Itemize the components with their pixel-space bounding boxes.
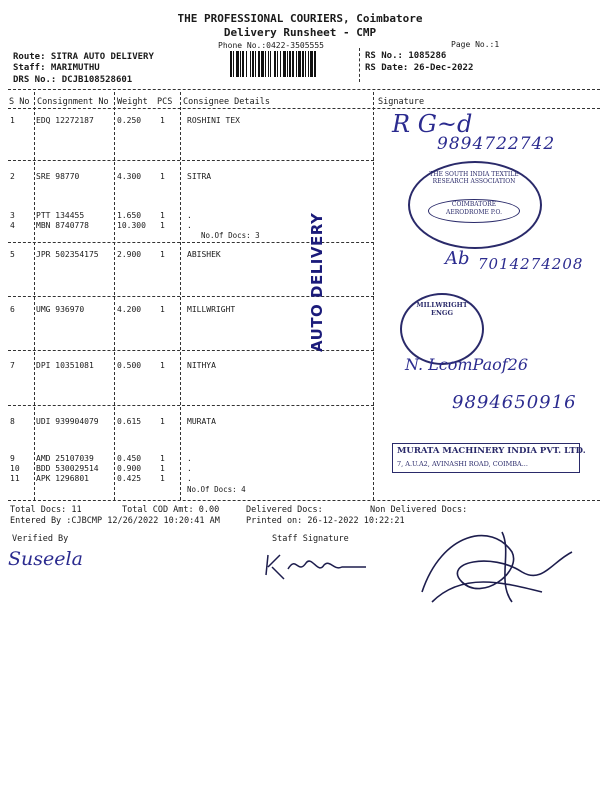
col-header-consignee: Consignee Details [183, 97, 270, 107]
delivered-docs: Delivered Docs: [246, 505, 323, 515]
row-consignee: ABISHEK [187, 250, 221, 259]
barcode-bar [233, 51, 234, 77]
drs-number: DRS No.: DCJB108528601 [13, 75, 133, 85]
row-consignee: . [187, 454, 192, 463]
col-header-consignment: Consignment No [37, 97, 109, 107]
signature-row5: Ab [445, 248, 470, 269]
barcode-bar [305, 51, 306, 77]
row-weight: 0.250 [117, 116, 142, 125]
barcode-bar [240, 51, 241, 77]
row-consignment-no: MBN 8740778 [36, 221, 89, 230]
row-sno: 10 [10, 464, 20, 473]
row-pcs: 1 [160, 464, 165, 473]
row-weight: 0.450 [117, 454, 142, 463]
barcode-bar [250, 51, 251, 77]
row-sno: 7 [10, 361, 15, 370]
total-cod-amount: Total COD Amt: 0.00 [122, 505, 220, 515]
barcode-bar [298, 51, 301, 77]
verified-by-label: Verified By [12, 534, 69, 544]
barcode-bar [242, 51, 244, 77]
barcode-bar [314, 51, 316, 77]
barcode-bar [268, 51, 269, 77]
barcode-bar [261, 51, 264, 77]
row-pcs: 1 [160, 474, 165, 483]
barcode-bar [292, 51, 294, 77]
page-number: Page No.:1 [451, 40, 500, 49]
row-consignment-no: SRE 98770 [36, 172, 80, 181]
printed-on: Printed on: 26-12-2022 10:22:21 [246, 516, 405, 526]
murata-stamp-name: MURATA MACHINERY INDIA PVT. LTD. [397, 446, 586, 456]
row-sno: 6 [10, 305, 15, 314]
barcode-bar [289, 51, 291, 77]
col-header-weight: Weight [117, 97, 148, 107]
company-name: THE PROFESSIONAL COURIERS, Coimbatore [177, 12, 423, 25]
row-weight: 1.650 [117, 211, 142, 220]
signature-row7: N. LcomPaof26 [405, 355, 529, 374]
row-consignee: ROSHINI TEX [187, 116, 240, 125]
row-consignee: SITRA [187, 172, 212, 181]
murata-stamp-address: 7, A.U.A2, AVINASHI ROAD, COIMBA... [397, 460, 528, 468]
row-consignee: . [187, 211, 192, 220]
row-sno: 9 [10, 454, 15, 463]
barcode-bar [280, 51, 281, 77]
row-pcs: 1 [160, 221, 165, 230]
large-signature-scrawl [402, 512, 582, 612]
row-consignment-no: DPI 10351081 [36, 361, 94, 370]
barcode-bar [230, 51, 232, 77]
staff-label: Staff: MARIMUTHU [13, 63, 100, 73]
staff-signature-scrawl [262, 545, 372, 585]
total-docs: Total Docs: 11 [10, 505, 82, 515]
millwright-stamp-text: MILLWRIGHT ENGG [416, 301, 468, 317]
entered-by: Entered By :CJBCMP 12/26/2022 10:20:41 AM [10, 516, 220, 526]
row-sno: 5 [10, 250, 15, 259]
row-weight: 4.300 [117, 172, 142, 181]
row-pcs: 1 [160, 211, 165, 220]
non-delivered-docs: Non Delivered Docs: [370, 505, 468, 515]
group-note-2: No.Of Docs: 4 [187, 485, 246, 494]
col-header-signature: Signature [378, 97, 425, 107]
row-sno: 4 [10, 221, 15, 230]
row-consignment-no: AMD 25107039 [36, 454, 94, 463]
row-sno: 2 [10, 172, 15, 181]
barcode-bar [246, 51, 247, 77]
rs-number: RS No.: 1085286 [365, 51, 447, 61]
barcode-bar [252, 51, 254, 77]
barcode-bar [270, 51, 271, 77]
row-consignment-no: EDQ 12272187 [36, 116, 94, 125]
barcode-bar [258, 51, 260, 77]
row-consignee: . [187, 474, 192, 483]
phone-number: Phone No.:0422-3505555 [218, 41, 324, 50]
signature-row1: R G~d [392, 110, 473, 138]
row-consignment-no: JPR 502354175 [36, 250, 99, 259]
document-title: Delivery Runsheet - CMP [223, 26, 377, 39]
row-consignee: NITHYA [187, 361, 216, 370]
barcode-bar [296, 51, 297, 77]
row-weight: 4.200 [117, 305, 142, 314]
barcode-bar [310, 51, 313, 77]
sitra-stamp [408, 161, 542, 249]
barcode-bar [302, 51, 304, 77]
group-note-1: No.Of Docs: 3 [201, 231, 260, 240]
row-consignee: MURATA [187, 417, 216, 426]
auto-delivery-stamp: AUTO DELIVERY [308, 212, 326, 352]
barcode-bar [265, 51, 266, 77]
staff-signature-label: Staff Signature [272, 534, 349, 544]
row-pcs: 1 [160, 417, 165, 426]
col-header-pcs: PCS [157, 97, 173, 107]
barcode [230, 51, 356, 77]
row-pcs: 1 [160, 454, 165, 463]
signature-row5-phone: 7014274208 [478, 255, 584, 273]
signature-row1-phone: 9894722742 [437, 134, 556, 154]
col-header-sno: S No [9, 97, 30, 107]
barcode-bar [255, 51, 256, 77]
row-consignee: . [187, 464, 192, 473]
row-weight: 0.615 [117, 417, 142, 426]
sitra-stamp-ring: THE SOUTH INDIA TEXTILE RESEARCH ASSOCIATION [429, 171, 519, 185]
row-weight: 10.300 [117, 221, 146, 230]
row-sno: 11 [10, 474, 20, 483]
row-consignee: . [187, 221, 192, 230]
row-pcs: 1 [160, 305, 165, 314]
row-sno: 1 [10, 116, 15, 125]
signature-row8-phone: 9894650916 [452, 392, 577, 413]
sitra-stamp-center: COIMBATORE AERODROME P.O. [445, 201, 503, 216]
row-consignment-no: BDD 530029514 [36, 464, 99, 473]
barcode-bar [283, 51, 286, 77]
row-weight: 0.500 [117, 361, 142, 370]
row-consignment-no: UDI 939904079 [36, 417, 99, 426]
barcode-bar [277, 51, 278, 77]
barcode-bar [287, 51, 288, 77]
row-consignee: MILLWRIGHT [187, 305, 236, 314]
row-weight: 0.900 [117, 464, 142, 473]
barcode-bar [308, 51, 309, 77]
murata-stamp [392, 443, 586, 473]
row-pcs: 1 [160, 172, 165, 181]
row-weight: 2.900 [117, 250, 142, 259]
row-consignment-no: APK 1296801 [36, 474, 89, 483]
barcode-bar [274, 51, 276, 77]
barcode-bar [236, 51, 239, 77]
verified-by-signature: Suseela [8, 548, 83, 570]
row-pcs: 1 [160, 250, 165, 259]
route-label: Route: SITRA AUTO DELIVERY [13, 52, 154, 62]
row-weight: 0.425 [117, 474, 142, 483]
row-consignment-no: PTT 134455 [36, 211, 85, 220]
row-sno: 8 [10, 417, 15, 426]
row-pcs: 1 [160, 116, 165, 125]
row-pcs: 1 [160, 361, 165, 370]
row-sno: 3 [10, 211, 15, 220]
row-consignment-no: UMG 936970 [36, 305, 85, 314]
rs-date: RS Date: 26-Dec-2022 [365, 63, 474, 73]
